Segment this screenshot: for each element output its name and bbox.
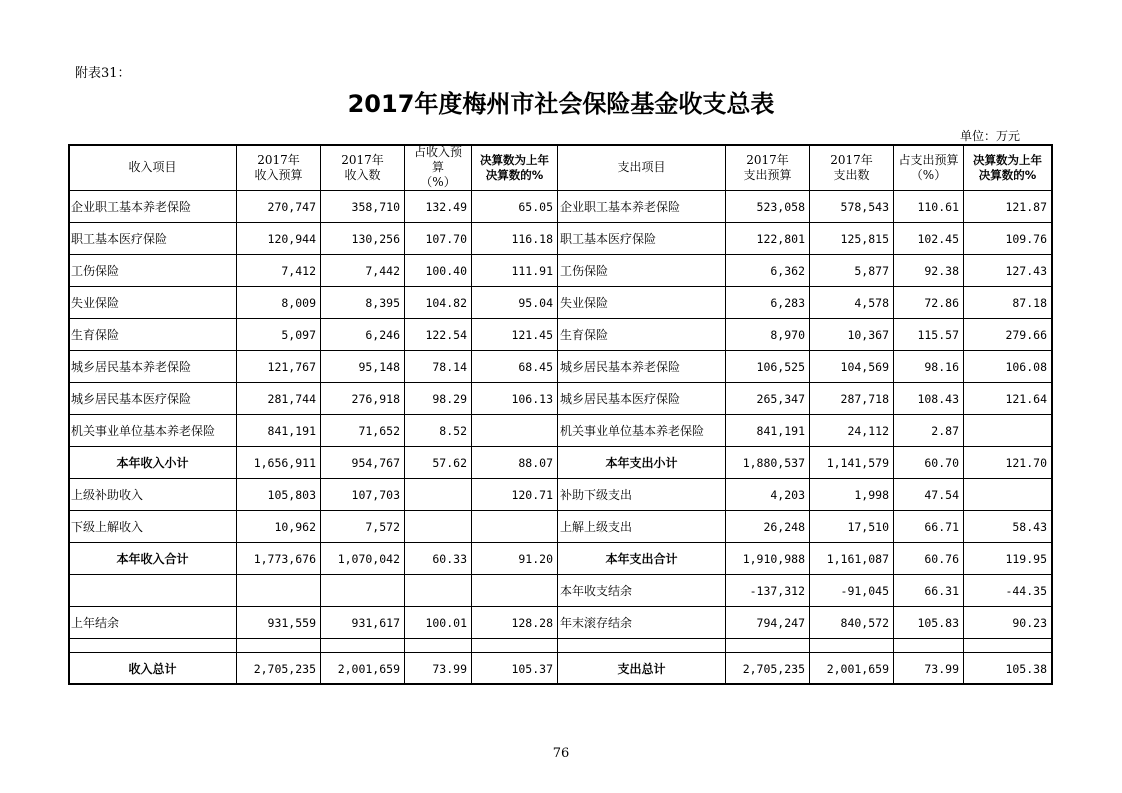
value-cell: 66.71 bbox=[894, 511, 964, 543]
value-cell bbox=[321, 575, 405, 607]
value-cell: 122.54 bbox=[405, 319, 472, 351]
value-cell: 104.82 bbox=[405, 287, 472, 319]
table-row bbox=[69, 511, 1052, 543]
value-cell: 1,161,087 bbox=[810, 543, 894, 575]
table-row bbox=[69, 653, 1052, 685]
expense-item-cell: 本年收支结余 bbox=[558, 575, 726, 607]
value-cell: 954,767 bbox=[321, 447, 405, 479]
value-cell: 102.45 bbox=[894, 223, 964, 255]
value-cell: 8,395 bbox=[321, 287, 405, 319]
income-item-cell: 下级上解收入 bbox=[69, 511, 237, 543]
value-cell: 127.43 bbox=[964, 255, 1052, 287]
value-cell: 119.95 bbox=[964, 543, 1052, 575]
value-cell bbox=[964, 639, 1052, 653]
value-cell: 4,203 bbox=[726, 479, 810, 511]
value-cell: 5,877 bbox=[810, 255, 894, 287]
value-cell: 279.66 bbox=[964, 319, 1052, 351]
value-cell: 2,705,235 bbox=[726, 653, 810, 685]
expense-item-cell: 本年支出小计 bbox=[558, 447, 726, 479]
value-cell: 125,815 bbox=[810, 223, 894, 255]
value-cell: 120.71 bbox=[472, 479, 558, 511]
value-cell: 7,442 bbox=[321, 255, 405, 287]
value-cell: 106.08 bbox=[964, 351, 1052, 383]
expense-item-cell: 城乡居民基本医疗保险 bbox=[558, 383, 726, 415]
value-cell: 107.70 bbox=[405, 223, 472, 255]
table-row bbox=[69, 415, 1052, 447]
value-cell: 87.18 bbox=[964, 287, 1052, 319]
value-cell: 98.16 bbox=[894, 351, 964, 383]
value-cell: 17,510 bbox=[810, 511, 894, 543]
value-cell: 57.62 bbox=[405, 447, 472, 479]
value-cell: 1,910,988 bbox=[726, 543, 810, 575]
value-cell: 265,347 bbox=[726, 383, 810, 415]
value-cell: 95.04 bbox=[472, 287, 558, 319]
value-cell bbox=[964, 479, 1052, 511]
value-cell: 95,148 bbox=[321, 351, 405, 383]
value-cell: 1,880,537 bbox=[726, 447, 810, 479]
value-cell: 1,141,579 bbox=[810, 447, 894, 479]
value-cell: 98.29 bbox=[405, 383, 472, 415]
value-cell: 6,362 bbox=[726, 255, 810, 287]
expense-item-cell: 补助下级支出 bbox=[558, 479, 726, 511]
income-item-cell bbox=[69, 639, 237, 653]
header-income-item: 收入项目 bbox=[69, 145, 237, 191]
value-cell: 100.01 bbox=[405, 607, 472, 639]
table-row bbox=[69, 543, 1052, 575]
table-row bbox=[69, 223, 1052, 255]
value-cell: 65.05 bbox=[472, 191, 558, 223]
value-cell: 2.87 bbox=[894, 415, 964, 447]
attachment-label: 附表31： bbox=[75, 66, 131, 81]
income-item-cell: 本年收入小计 bbox=[69, 447, 237, 479]
value-cell: 794,247 bbox=[726, 607, 810, 639]
value-cell: 105.38 bbox=[964, 653, 1052, 685]
value-cell bbox=[405, 511, 472, 543]
value-cell: 116.18 bbox=[472, 223, 558, 255]
table-row bbox=[69, 607, 1052, 639]
income-item-cell: 城乡居民基本养老保险 bbox=[69, 351, 237, 383]
value-cell bbox=[405, 479, 472, 511]
value-cell: 840,572 bbox=[810, 607, 894, 639]
value-cell: 121,767 bbox=[237, 351, 321, 383]
expense-item-cell: 本年支出合计 bbox=[558, 543, 726, 575]
value-cell: 100.40 bbox=[405, 255, 472, 287]
value-cell: 110.61 bbox=[894, 191, 964, 223]
value-cell: 47.54 bbox=[894, 479, 964, 511]
value-cell bbox=[894, 639, 964, 653]
income-item-cell: 职工基本医疗保险 bbox=[69, 223, 237, 255]
table-row bbox=[69, 191, 1052, 223]
value-cell: 132.49 bbox=[405, 191, 472, 223]
header-expense-item: 支出项目 bbox=[558, 145, 726, 191]
table-row bbox=[69, 479, 1052, 511]
expense-item-cell: 支出总计 bbox=[558, 653, 726, 685]
value-cell: 120,944 bbox=[237, 223, 321, 255]
value-cell bbox=[321, 639, 405, 653]
table-row bbox=[69, 447, 1052, 479]
value-cell bbox=[405, 639, 472, 653]
value-cell: 104,569 bbox=[810, 351, 894, 383]
value-cell: 121.64 bbox=[964, 383, 1052, 415]
value-cell: 92.38 bbox=[894, 255, 964, 287]
header-expense-pct: 占支出预算 （%） bbox=[894, 145, 964, 191]
header-expense-actual: 2017年 支出数 bbox=[810, 145, 894, 191]
value-cell bbox=[472, 575, 558, 607]
value-cell: 115.57 bbox=[894, 319, 964, 351]
value-cell bbox=[237, 639, 321, 653]
value-cell: 26,248 bbox=[726, 511, 810, 543]
value-cell: -91,045 bbox=[810, 575, 894, 607]
value-cell: 276,918 bbox=[321, 383, 405, 415]
value-cell: 281,744 bbox=[237, 383, 321, 415]
value-cell: 2,001,659 bbox=[321, 653, 405, 685]
value-cell: 7,572 bbox=[321, 511, 405, 543]
expense-item-cell: 失业保险 bbox=[558, 287, 726, 319]
table-row bbox=[69, 575, 1052, 607]
value-cell: 10,367 bbox=[810, 319, 894, 351]
value-cell: 106,525 bbox=[726, 351, 810, 383]
value-cell: 1,070,042 bbox=[321, 543, 405, 575]
value-cell: 931,559 bbox=[237, 607, 321, 639]
value-cell: 2,705,235 bbox=[237, 653, 321, 685]
value-cell bbox=[726, 639, 810, 653]
value-cell: 8,009 bbox=[237, 287, 321, 319]
expense-item-cell: 生育保险 bbox=[558, 319, 726, 351]
value-cell: 121.70 bbox=[964, 447, 1052, 479]
income-item-cell: 收入总计 bbox=[69, 653, 237, 685]
income-item-cell: 上年结余 bbox=[69, 607, 237, 639]
value-cell: 121.45 bbox=[472, 319, 558, 351]
value-cell: 841,191 bbox=[726, 415, 810, 447]
header-income-budget: 2017年 收入预算 bbox=[237, 145, 321, 191]
unit-label: 单位：万元 bbox=[960, 129, 1021, 143]
value-cell: -137,312 bbox=[726, 575, 810, 607]
expense-item-cell: 工伤保险 bbox=[558, 255, 726, 287]
header-income-actual: 2017年 收入数 bbox=[321, 145, 405, 191]
page-title: 2017年度梅州市社会保险基金收支总表 bbox=[347, 90, 775, 118]
table-row bbox=[69, 255, 1052, 287]
value-cell: 111.91 bbox=[472, 255, 558, 287]
value-cell bbox=[405, 575, 472, 607]
value-cell: 128.28 bbox=[472, 607, 558, 639]
value-cell: 105.83 bbox=[894, 607, 964, 639]
value-cell: 109.76 bbox=[964, 223, 1052, 255]
value-cell: 60.76 bbox=[894, 543, 964, 575]
value-cell: 60.33 bbox=[405, 543, 472, 575]
value-cell bbox=[472, 639, 558, 653]
value-cell bbox=[810, 639, 894, 653]
table-row bbox=[69, 639, 1052, 653]
header-expense-yoy: 决算数为上年 决算数的% bbox=[964, 145, 1052, 191]
income-item-cell: 失业保险 bbox=[69, 287, 237, 319]
value-cell: 68.45 bbox=[472, 351, 558, 383]
value-cell: 91.20 bbox=[472, 543, 558, 575]
value-cell bbox=[472, 511, 558, 543]
value-cell: 78.14 bbox=[405, 351, 472, 383]
value-cell: 7,412 bbox=[237, 255, 321, 287]
income-item-cell: 城乡居民基本医疗保险 bbox=[69, 383, 237, 415]
value-cell: 121.87 bbox=[964, 191, 1052, 223]
expense-item-cell bbox=[558, 639, 726, 653]
value-cell: 5,097 bbox=[237, 319, 321, 351]
header-income-yoy: 决算数为上年 决算数的% bbox=[472, 145, 558, 191]
income-item-cell: 本年收入合计 bbox=[69, 543, 237, 575]
page-number: 76 bbox=[552, 746, 570, 761]
value-cell: 2,001,659 bbox=[810, 653, 894, 685]
value-cell: 931,617 bbox=[321, 607, 405, 639]
expense-item-cell: 年末滚存结余 bbox=[558, 607, 726, 639]
value-cell: 60.70 bbox=[894, 447, 964, 479]
value-cell: 66.31 bbox=[894, 575, 964, 607]
income-item-cell: 上级补助收入 bbox=[69, 479, 237, 511]
value-cell: 270,747 bbox=[237, 191, 321, 223]
table-row bbox=[69, 383, 1052, 415]
value-cell: 8.52 bbox=[405, 415, 472, 447]
value-cell: 1,998 bbox=[810, 479, 894, 511]
expense-item-cell: 机关事业单位基本养老保险 bbox=[558, 415, 726, 447]
header-income-pct: 占收入预算 （%） bbox=[405, 145, 472, 191]
value-cell: -44.35 bbox=[964, 575, 1052, 607]
value-cell: 73.99 bbox=[405, 653, 472, 685]
value-cell: 4,578 bbox=[810, 287, 894, 319]
value-cell: 108.43 bbox=[894, 383, 964, 415]
value-cell: 10,962 bbox=[237, 511, 321, 543]
value-cell: 122,801 bbox=[726, 223, 810, 255]
value-cell: 6,283 bbox=[726, 287, 810, 319]
income-item-cell: 工伤保险 bbox=[69, 255, 237, 287]
income-item-cell: 机关事业单位基本养老保险 bbox=[69, 415, 237, 447]
value-cell: 287,718 bbox=[810, 383, 894, 415]
value-cell: 358,710 bbox=[321, 191, 405, 223]
value-cell: 8,970 bbox=[726, 319, 810, 351]
value-cell: 90.23 bbox=[964, 607, 1052, 639]
table-header-row bbox=[69, 145, 1052, 191]
value-cell: 578,543 bbox=[810, 191, 894, 223]
header-expense-budget: 2017年 支出预算 bbox=[726, 145, 810, 191]
income-item-cell: 企业职工基本养老保险 bbox=[69, 191, 237, 223]
value-cell: 130,256 bbox=[321, 223, 405, 255]
value-cell: 58.43 bbox=[964, 511, 1052, 543]
table-row bbox=[69, 287, 1052, 319]
value-cell: 841,191 bbox=[237, 415, 321, 447]
expense-item-cell: 企业职工基本养老保险 bbox=[558, 191, 726, 223]
income-item-cell: 生育保险 bbox=[69, 319, 237, 351]
value-cell bbox=[237, 575, 321, 607]
value-cell: 72.86 bbox=[894, 287, 964, 319]
table-row bbox=[69, 319, 1052, 351]
expense-item-cell: 城乡居民基本养老保险 bbox=[558, 351, 726, 383]
value-cell bbox=[964, 415, 1052, 447]
expense-item-cell: 职工基本医疗保险 bbox=[558, 223, 726, 255]
expense-item-cell: 上解上级支出 bbox=[558, 511, 726, 543]
table-row bbox=[69, 351, 1052, 383]
value-cell: 88.07 bbox=[472, 447, 558, 479]
value-cell: 107,703 bbox=[321, 479, 405, 511]
fund-summary-table bbox=[68, 144, 1052, 685]
value-cell: 106.13 bbox=[472, 383, 558, 415]
value-cell: 1,656,911 bbox=[237, 447, 321, 479]
value-cell: 71,652 bbox=[321, 415, 405, 447]
value-cell: 1,773,676 bbox=[237, 543, 321, 575]
value-cell: 6,246 bbox=[321, 319, 405, 351]
value-cell: 73.99 bbox=[894, 653, 964, 685]
income-item-cell bbox=[69, 575, 237, 607]
value-cell: 105.37 bbox=[472, 653, 558, 685]
value-cell: 523,058 bbox=[726, 191, 810, 223]
value-cell: 24,112 bbox=[810, 415, 894, 447]
value-cell: 105,803 bbox=[237, 479, 321, 511]
value-cell bbox=[472, 415, 558, 447]
